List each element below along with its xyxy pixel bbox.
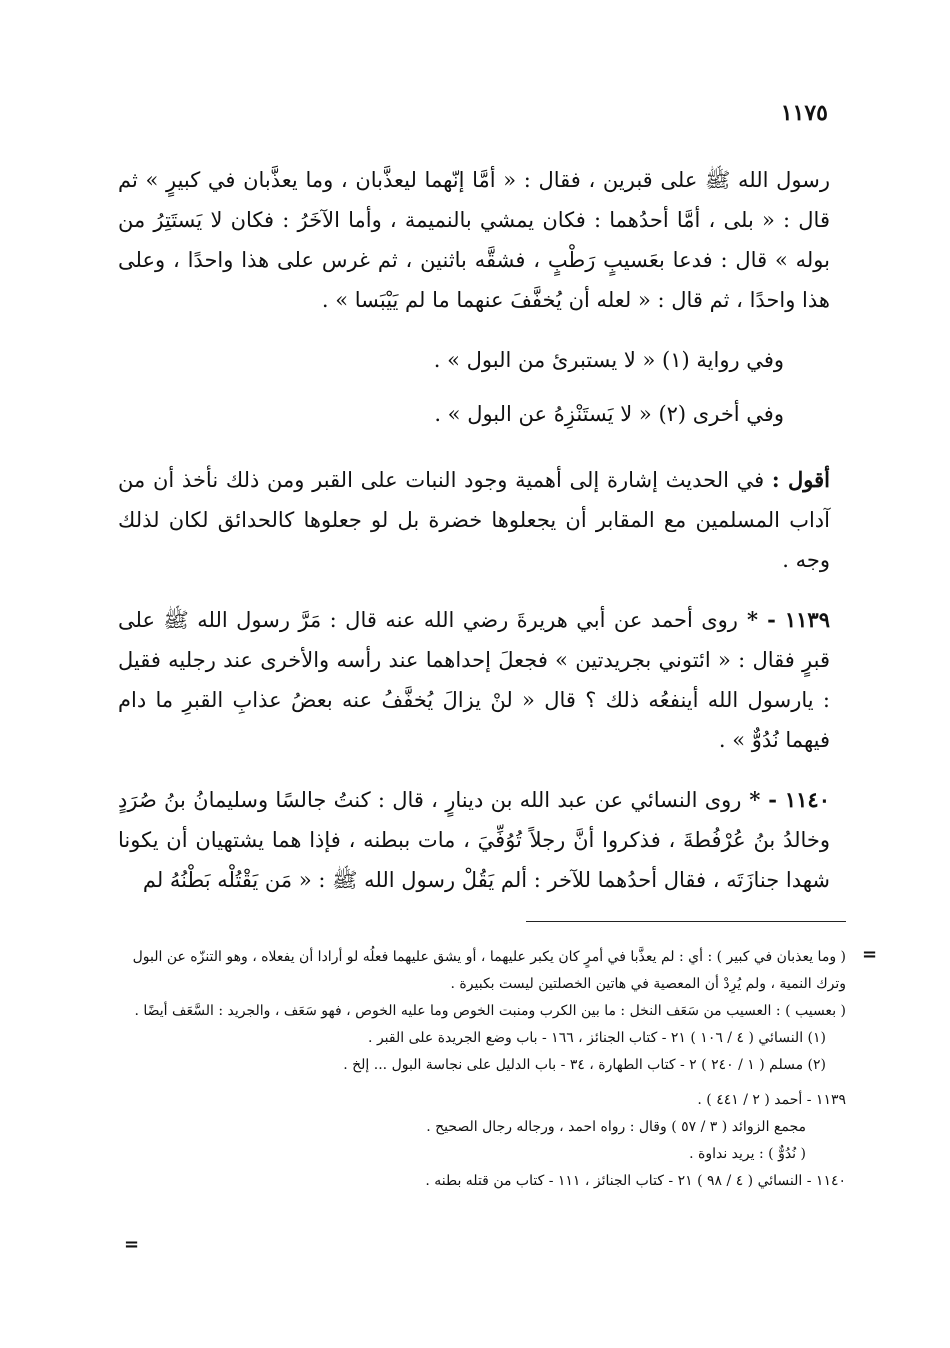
footnote-1139-source: ١١٣٩ - أحمد ( ٢ / ٤٤١ ) .: [697, 1092, 846, 1108]
continuation-marker-bottom: =: [124, 1234, 140, 1255]
footnotes: [104, 944, 846, 1195]
hadith-1140-number: ١١٤٠ - *: [741, 787, 830, 812]
page-number: ١١٧٥: [780, 100, 828, 126]
continuation-marker-top: =: [862, 944, 878, 965]
hadith-1139-number: ١١٣٩ - *: [737, 607, 830, 632]
variant-narration-1: وفي رواية (١) « لا يستبرئ من البول » .: [433, 348, 784, 372]
footnote-ref-2: (٢) مسلم ( ١ / ٢٤٠ ) ٢ - كتاب الطهارة ، ٣٤ - باب الدليل على نجاسة البول ... إلخ .: [343, 1057, 826, 1073]
footnote-1139-zawaid: مجمع الزوائد ( ٣ / ٥٧ ) وقال : رواه احمد ، ورجاله رجال الصحيح .: [426, 1119, 806, 1135]
footnote-1140-source: ١١٤٠ - النسائي ( ٤ / ٩٨ ) ٢١ - كتاب الجنائز ، ١١١ - كتاب من قتله بطنه .: [425, 1173, 846, 1189]
variant-narration-2: وفي أخرى (٢) « لا يَستَنْزِهُ عن البول » .: [434, 402, 784, 426]
main-text: [118, 160, 830, 920]
footnote-explanation-2: ( بعسيب ) : العسيب من سَعَف النخل : ما بين الكرب ومنبت الخوص وما عليه الخوص ، فهو سَعَف ، والجريد : السَّعَف أيضًا .: [134, 1003, 846, 1019]
hadith-1139: [118, 600, 830, 760]
hadith-paragraph-continued: رسول الله ﷺ على قبرين ، فقال : « أمَّا إنّهما ليعذَّبان ، وما يعذَّبان في كبيرٍ » ثم قال : « بلى ، أمَّا أحدُهما : فكان يمشي بالنميمة ، وأما الآخَرُ : فكان لا يَستَتِرُ من بوله » قال : فدعا بعَسيبٍ رَطْبٍ ، فشقَّه باثنين ، ثم غرس على هذا واحدًا ، وعلى هذا واحدًا ، ثم قال : « لعله أن يُخفَّفَ عنهما ما لم يَيْبَسا » .: [118, 168, 830, 312]
hadith-1139-text: روى أحمد عن أبي هريرةَ رضي الله عنه قال : مَرَّ رسول الله ﷺ على قبرٍ فقال : « ائتوني بجريدتين » فجعلَ إحداهما عند رأسه والأخرى عند رجليه فقيل : يارسول الله أينفعُه ذلك ؟ قال « لنْ يزالَ يُخفَّفُ عنه بعضُ عذابِ القبرِ ما دام فيهما نُدُوٌّ » .: [118, 608, 830, 752]
footnote-ref-1: (١) النسائي ( ٤ / ١٠٦ ) ٢١ - كتاب الجنائز ، ١٦٦ - باب وضع الجريدة على القبر .: [368, 1030, 826, 1046]
commentary-text: في الحديث إشارة إلى أهمية وجود النبات على القبر ومن ذلك نأخذ أن من آداب المسلمين مع المقابر أن يجعلوها خضرة بل لو جعلوها كالحدائق لكان لذلك وجه .: [118, 468, 830, 572]
hadith-1140: [118, 780, 830, 900]
hadith-1140-text: روى النسائي عن عبد الله بن دينارٍ ، قال : كنتُ جالسًا وسليمانُ بنُ صُرَدٍ وخالدُ بنُ عُرْفُطةَ ، فذكروا أنَّ رجلاً تُوُفِّيَ ، مات ببطنه ، فإذا هما يشتهيان أن يكونا شهدا جنازَتَه ، فقال أحدُهما للآخر : ألم يَقُلْ رسول الله ﷺ : « مَن يَقْتُلْه بَطْنُهُ لم: [118, 788, 830, 892]
commentary-lead: أقول :: [771, 467, 830, 492]
footnote-1139-word: ( نُدُوٌّ ) : يريد نداوة .: [689, 1146, 806, 1162]
commentary-paragraph: [118, 460, 830, 580]
footnote-explanation-1: ( وما يعذبان في كبير ) : أي : لم يعذَّبا في أمرٍ كان يكبر عليهما ، أو يشق عليهما فعلُه لو أرادا أن يفعلاه ، وهو التنزّه عن البول وترك النمية ، ولم يُرِدْ أن المعصية في هاتين الخصلتين ليست بكبيرة .: [132, 949, 846, 992]
footnote-divider: [526, 921, 846, 922]
